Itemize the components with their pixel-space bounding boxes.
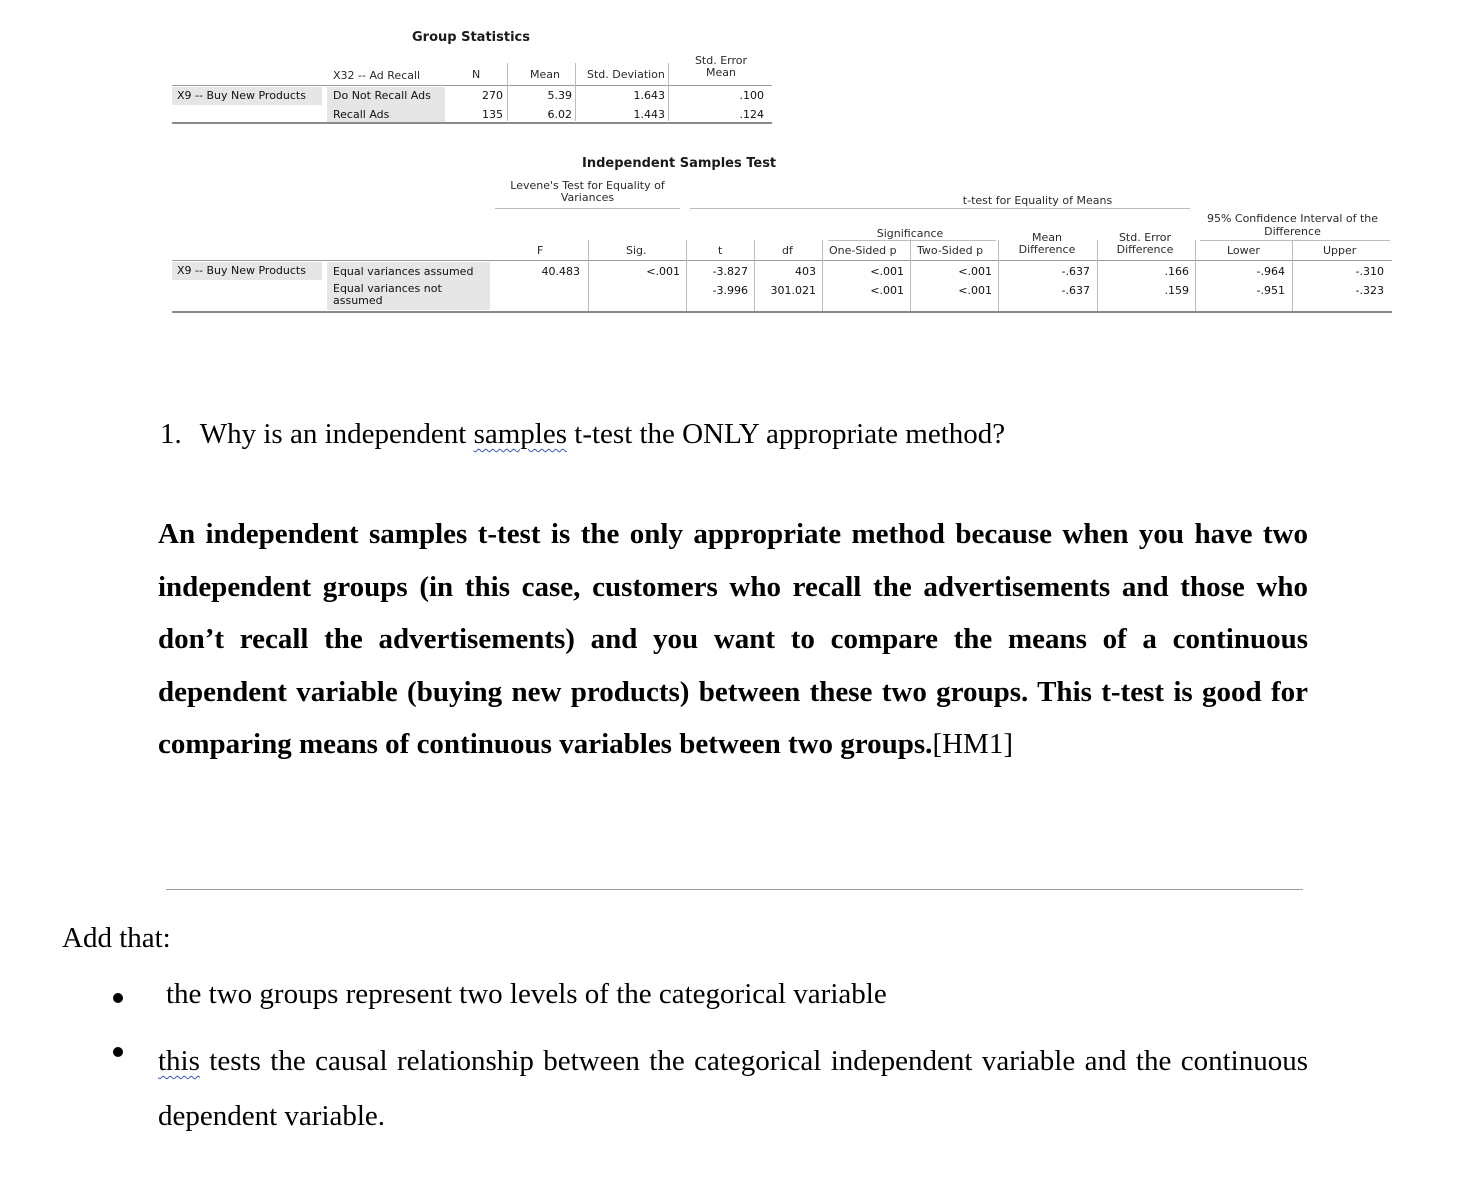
comment-tag[interactable]: [HM1]	[932, 728, 1013, 761]
header-std-error-line2: Mean	[706, 66, 736, 79]
col-separator	[754, 240, 755, 312]
mean-difference-value: -.637	[1061, 284, 1090, 297]
mean-diff-line1: Mean	[1032, 231, 1062, 244]
bullet-item-2	[158, 1034, 1308, 1144]
header-rule	[172, 260, 1392, 261]
ci-line2: Difference	[1264, 225, 1321, 238]
std-error-difference-value: .159	[1164, 284, 1189, 297]
two-sided-p-value: <.001	[958, 284, 992, 297]
answer-text: An independent samples t-test is the only appropriate method because when you have two independent groups (in this case, customers who recall the advertisements and those who don’t recall the advertisements) and you want to compare the means of a continuous dependent variable (buying new products) between these two groups. This t-test is good for comparing means of continuous variables between two groups.	[158, 518, 1308, 761]
levene-line1: Levene's Test for Equality of	[510, 179, 665, 192]
significance-rule	[828, 240, 996, 241]
question-number: 1.	[160, 418, 182, 450]
df-value: 403	[795, 265, 816, 278]
ttest-rule	[690, 208, 1190, 209]
row-dependent-label: X9 -- Buy New Products	[172, 262, 322, 280]
mean-diff-line2: Difference	[1018, 243, 1076, 256]
ci-header	[1195, 212, 1390, 238]
ci-rule	[1200, 240, 1390, 241]
ci-upper-value: -.310	[1355, 265, 1384, 278]
bullet-icon	[113, 1047, 123, 1057]
header-mean: Mean	[530, 68, 560, 81]
spellcheck-word-samples[interactable]: samples	[473, 418, 568, 450]
bullet-item-2-text: tests the causal relationship between the categorical independent variable and the continuous dependent variable.	[158, 1045, 1308, 1132]
std-error-value: .124	[739, 108, 764, 121]
col-separator	[822, 240, 823, 312]
header-t: t	[718, 244, 723, 257]
std-error-value: .100	[739, 89, 764, 102]
ttest-header: t-test for Equality of Means	[962, 194, 1113, 207]
header-sig: Sig.	[626, 244, 647, 257]
spellcheck-word-this[interactable]: this	[158, 1045, 200, 1077]
header-upper: Upper	[1323, 244, 1357, 257]
row-equal-variances-not-assumed	[333, 283, 442, 307]
mean-value: 5.39	[547, 89, 572, 102]
mean-value: 6.02	[547, 108, 572, 121]
significance-header: Significance	[876, 227, 944, 240]
se-diff-line1: Std. Error	[1118, 231, 1172, 244]
header-ad-recall: X32 -- Ad Recall	[333, 69, 421, 82]
header-std-error-line1: Std. Error	[694, 54, 748, 67]
col-separator	[686, 240, 687, 312]
section-divider	[166, 889, 1303, 890]
header-n: N	[472, 68, 481, 81]
f-value: 40.483	[541, 265, 580, 278]
group-do-not-recall: Do Not Recall Ads	[333, 89, 431, 102]
header-std-error-difference	[1100, 232, 1190, 256]
mean-difference-value: -.637	[1061, 265, 1090, 278]
header-std-deviation: Std. Deviation	[587, 68, 665, 81]
n-value: 270	[482, 89, 503, 102]
header-rule	[172, 85, 772, 86]
row-dependent-label: X9 -- Buy New Products	[172, 87, 322, 105]
t-value: -3.996	[712, 284, 748, 297]
group-recall: Recall Ads	[333, 108, 390, 121]
ci-upper-value: -.323	[1355, 284, 1384, 297]
two-sided-p-value: <.001	[958, 265, 992, 278]
col-separator	[998, 240, 999, 312]
question-text-pre: Why is an independent	[199, 418, 474, 450]
question	[160, 418, 1005, 451]
std-error-difference-value: .166	[1164, 265, 1189, 278]
ci-lower-value: -.964	[1256, 265, 1285, 278]
header-f: F	[537, 244, 544, 257]
std-deviation-value: 1.643	[633, 89, 665, 102]
table-bottom-rule	[172, 122, 772, 124]
col-separator	[1097, 240, 1098, 312]
header-one-sided: One-Sided p	[829, 244, 897, 257]
bullet-icon	[113, 993, 123, 1003]
question-text-post: t-test the ONLY appropriate method?	[567, 418, 1006, 450]
levene-rule	[495, 208, 680, 209]
header-std-error-mean	[676, 55, 766, 79]
std-deviation-value: 1.443	[633, 108, 665, 121]
one-sided-p-value: <.001	[870, 284, 904, 297]
col-separator	[1292, 240, 1293, 312]
header-lower: Lower	[1227, 244, 1260, 257]
add-that-label: Add that:	[62, 922, 171, 954]
row-equal-variances-assumed: Equal variances assumed	[333, 265, 474, 278]
header-df: df	[782, 244, 793, 257]
group-statistics-title: Group Statistics	[412, 30, 530, 45]
one-sided-p-value: <.001	[870, 265, 904, 278]
se-diff-line2: Difference	[1116, 243, 1174, 256]
col-separator	[588, 240, 589, 312]
answer-paragraph	[158, 508, 1308, 771]
sig-value: <.001	[646, 265, 680, 278]
bullet-item-1: the two groups represent two levels of the categorical variable	[166, 978, 887, 1010]
row-label-line2: assumed	[333, 294, 383, 307]
levene-line2: Variances	[560, 191, 615, 204]
levene-header	[495, 180, 680, 204]
col-separator	[668, 63, 669, 121]
ci-line1: 95% Confidence Interval of the	[1206, 212, 1379, 225]
ci-lower-value: -.951	[1256, 284, 1285, 297]
col-separator	[910, 240, 911, 312]
independent-samples-test-title: Independent Samples Test	[582, 156, 777, 171]
col-separator	[575, 63, 576, 121]
header-mean-difference	[1002, 232, 1092, 256]
table-bottom-rule	[172, 311, 1392, 313]
col-separator	[1195, 240, 1196, 312]
t-value: -3.827	[712, 265, 748, 278]
n-value: 135	[482, 108, 503, 121]
header-two-sided: Two-Sided p	[917, 244, 984, 257]
row-label-line1: Equal variances not	[333, 282, 442, 295]
df-value: 301.021	[770, 284, 816, 297]
col-separator	[507, 63, 508, 121]
